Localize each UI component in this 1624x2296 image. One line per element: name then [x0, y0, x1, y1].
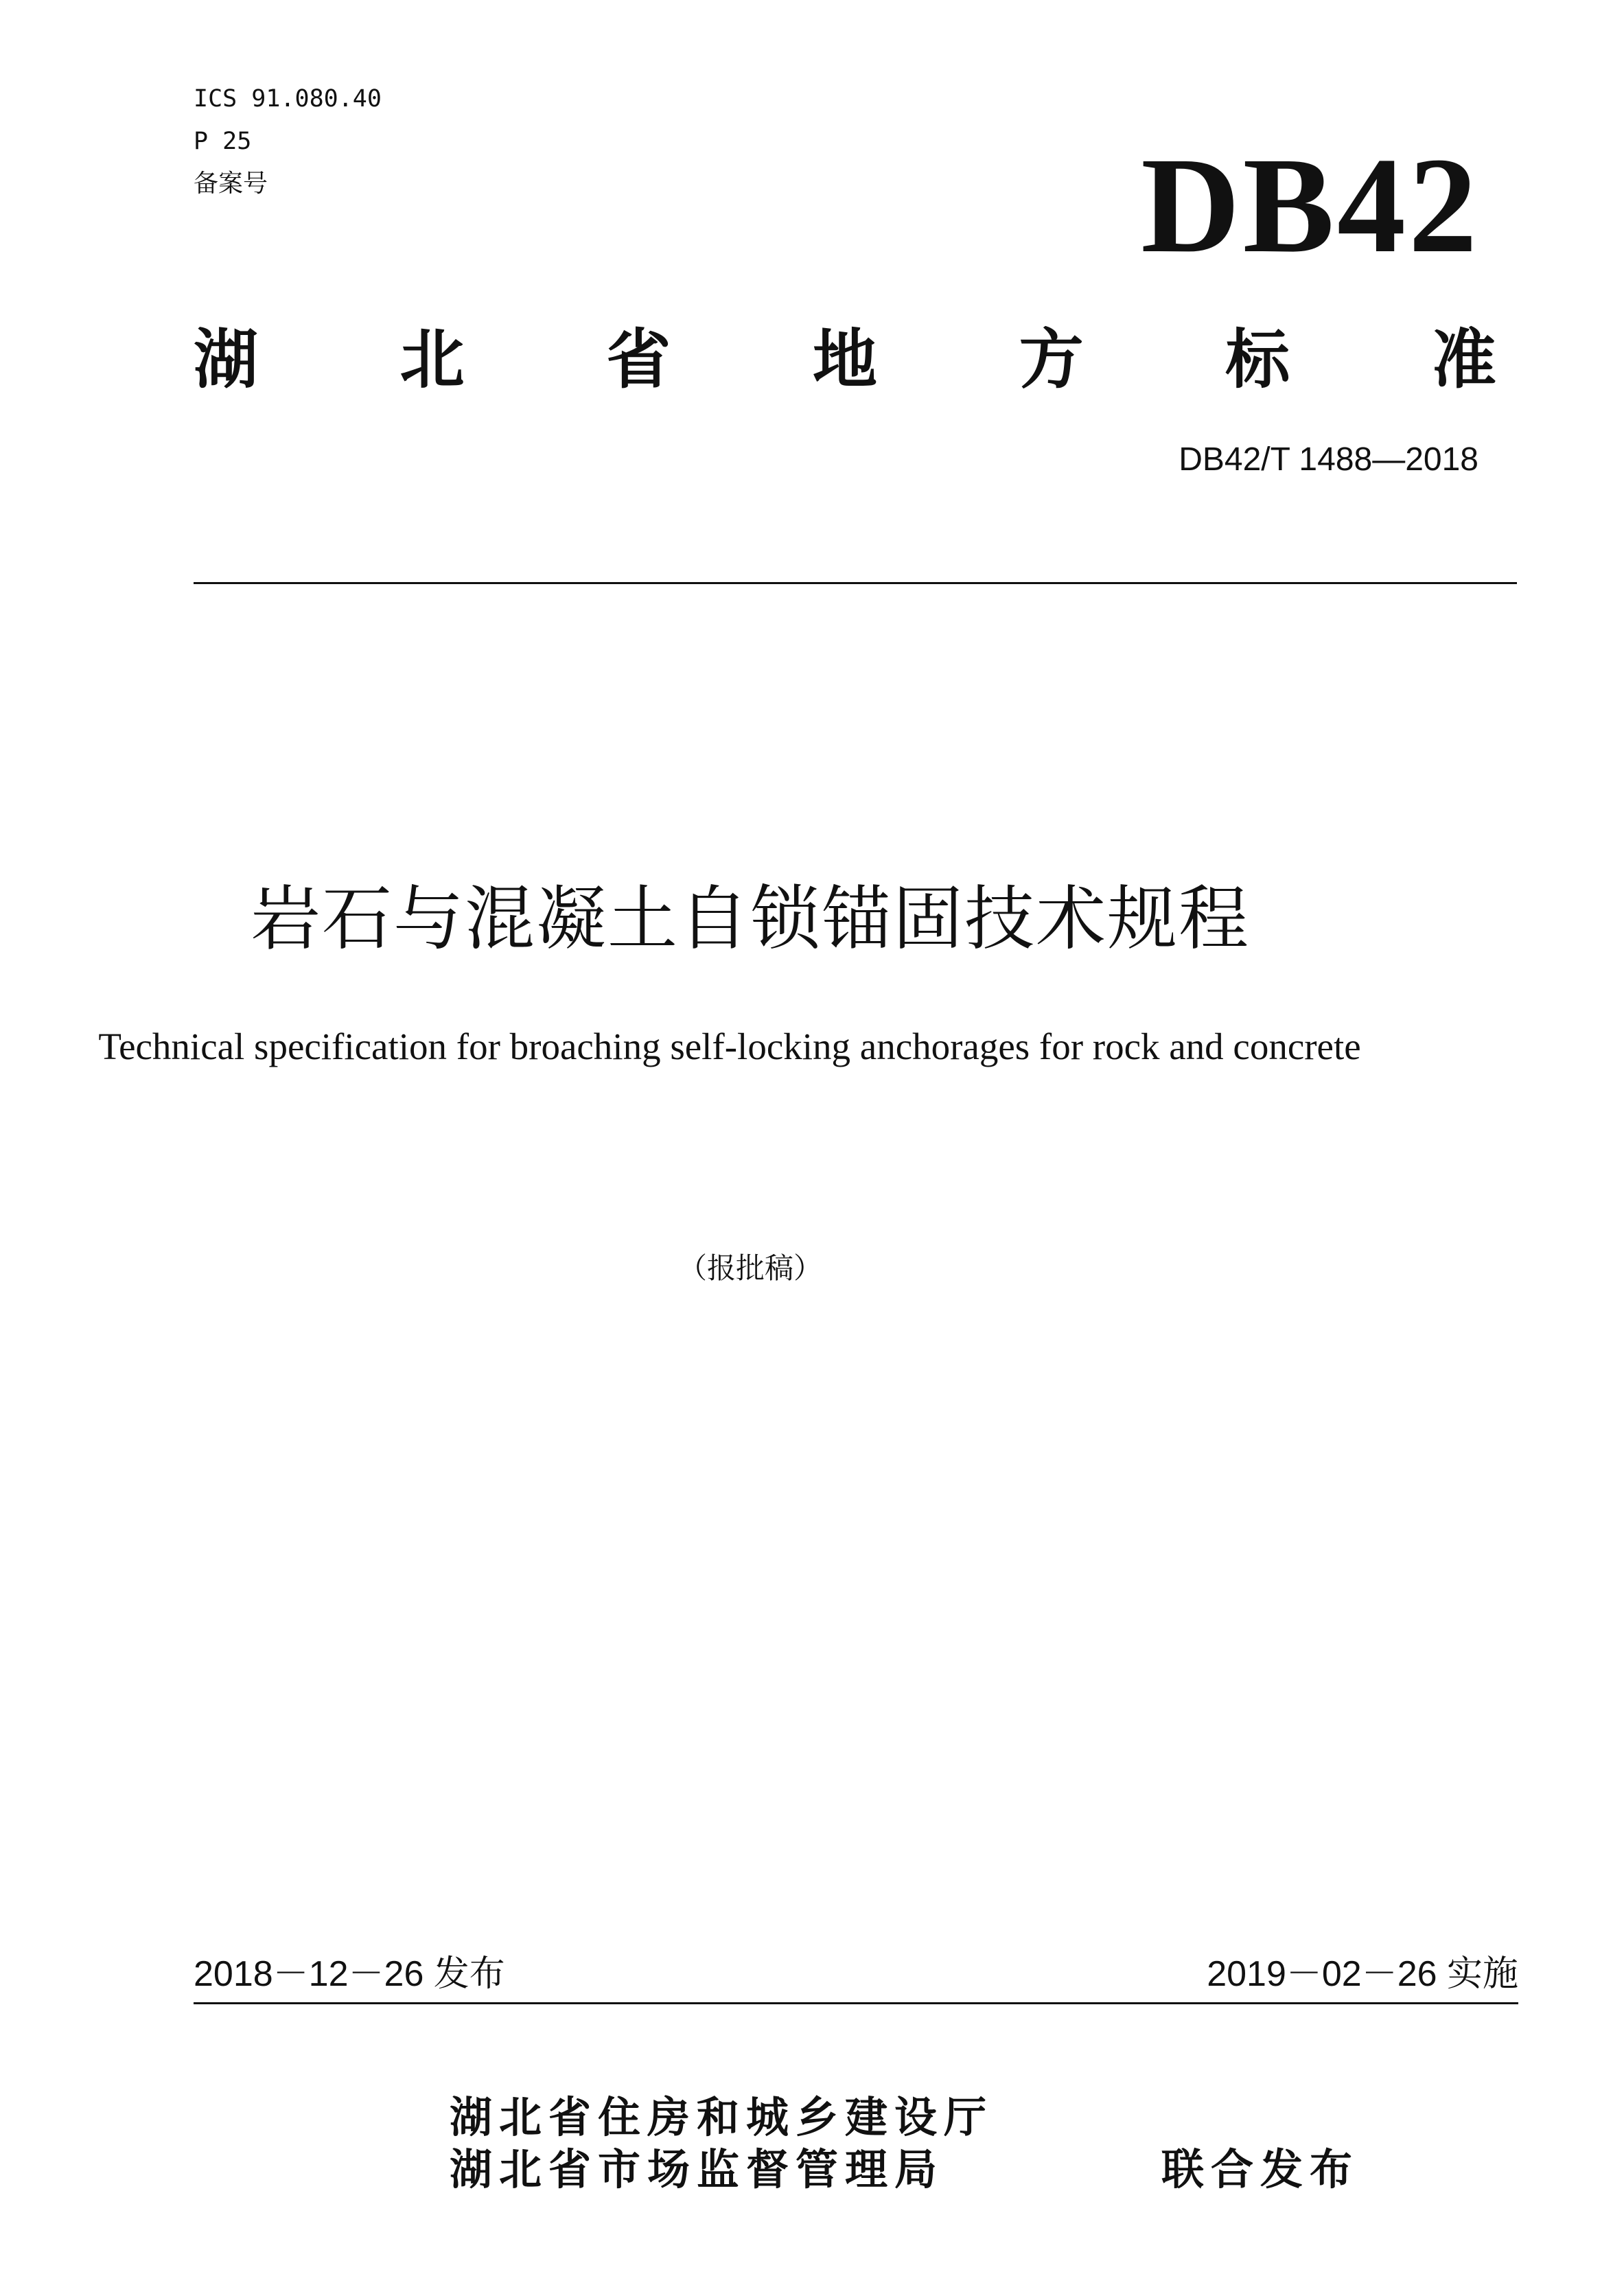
release-date: 2018－12－26 发布 [194, 1954, 505, 1994]
standard-type-title [194, 323, 1496, 398]
document-title-english: Technical specification for broaching self-locking anchorages for rock and concrete [98, 1025, 1361, 1067]
issuer-line-2: 湖北省市场监督管理局 [450, 2144, 944, 2194]
standard-type-char: 省 [606, 323, 671, 397]
document-title-chinese: 岩石与混凝土自锁锚固技术规程 [251, 879, 1250, 960]
standard-type-char: 北 [399, 323, 465, 397]
standard-number: DB42/T 1488—2018 [1179, 441, 1478, 478]
standard-type-char: 湖 [194, 323, 259, 397]
draft-status: （报批稿） [677, 1251, 822, 1285]
filing-number-label: 备案号 [194, 170, 268, 198]
implementation-date: 2019－02－26 实施 [1207, 1954, 1518, 1994]
standard-type-char: 方 [1019, 323, 1084, 397]
header-divider [194, 582, 1517, 584]
footer-divider [194, 2002, 1518, 2004]
ics-code: ICS 91.080.40 [194, 85, 382, 113]
standard-type-char: 标 [1225, 323, 1290, 397]
standard-type-char: 准 [1431, 323, 1496, 397]
classification-code: P 25 [194, 128, 252, 155]
standard-code-big: DB42 [1141, 130, 1480, 281]
issuer-line-1: 湖北省住房和城乡建设厅 [450, 2092, 994, 2142]
joint-release-label: 联合发布 [1161, 2144, 1360, 2194]
standard-type-char: 地 [812, 323, 877, 397]
